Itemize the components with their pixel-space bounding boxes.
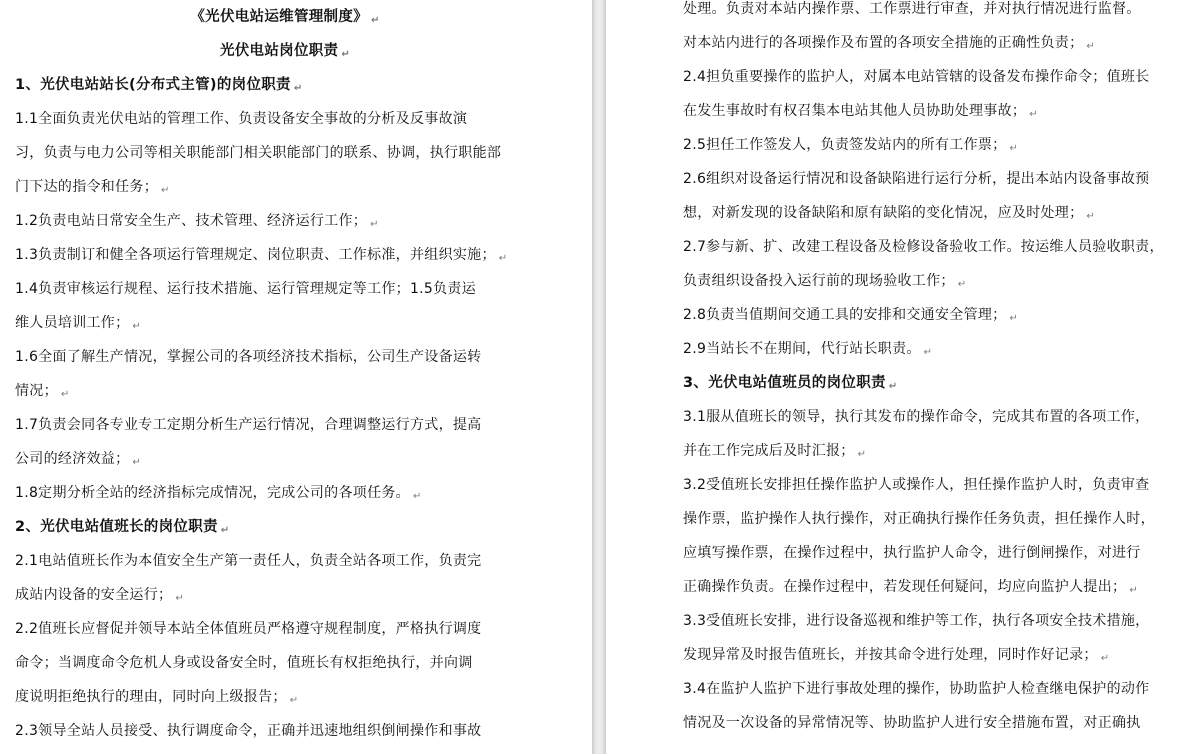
line-text: 习，负责与电力公司等相关职能部门相关职能部门的联系、协调，执行职能部 [15,145,502,161]
paragraph-mark-icon: ↵ [1009,313,1019,324]
line-text: 3、光伏电站值班员的岗位职责 [683,375,886,391]
section-heading [683,366,1183,400]
text-line [15,578,555,612]
text-line [15,408,555,442]
line-text: 2.2值班长应督促并领导本站全体值班员严格遵守规程制度，严格执行调度 [15,621,482,637]
text-line [15,374,555,408]
line-text: 2.5担任工作签发人，负责签发站内的所有工作票； [683,137,1007,153]
paragraph-mark-icon: ↵ [132,457,142,468]
text-line [15,612,555,646]
line-text: 2.1电站值班长作为本值安全生产第一责任人，负责全站各项工作，负责完 [15,553,482,569]
text-line [683,400,1183,434]
document-title-line [15,0,555,34]
text-line [15,680,555,714]
document-page-right [606,0,1194,754]
paragraph-mark-icon: ↵ [1029,109,1038,120]
paragraph-mark-icon: ↵ [957,279,967,290]
paragraph-mark-icon: ↵ [923,347,933,358]
paragraph-mark-icon: ↵ [1100,653,1110,664]
right-page-text [683,0,1183,740]
text-line [15,442,555,476]
line-text: 1.7负责会同各专业专工定期分析生产运行情况，合理调整运行方式，提高 [15,417,482,433]
line-text: 1、光伏电站站长(分布式主管)的岗位职责 [15,77,291,93]
paragraph-mark-icon: ↵ [1129,585,1138,596]
text-line [683,570,1183,604]
text-line [683,434,1183,468]
line-text: 3.3受值班长安排，进行设备巡视和维护等工作，执行各项安全技术措施， [683,613,1150,629]
line-text: 想，对新发现的设备缺陷和原有缺陷的变化情况，应及时处理； [683,205,1084,221]
line-text: 正确操作负责。在操作过程中，若发现任何疑问，均应向监护人提出； [683,579,1127,595]
text-line [683,230,1183,264]
paragraph-mark-icon: ↵ [1086,211,1096,222]
text-line [683,536,1183,570]
text-line [683,0,1183,26]
paragraph-mark-icon: ↵ [370,219,379,230]
line-text: 1.8定期分析全站的经济指标完成情况，完成公司的各项任务。 [15,485,410,501]
line-text: 并在工作完成后及时汇报； [683,443,855,459]
text-line [683,468,1183,502]
line-text: 发现异常及时报告值班长，并按其命令进行处理，同时作好记录； [683,647,1098,663]
line-text: 负责组织设备投入运行前的现场验收工作； [683,273,955,289]
line-text: 1.6全面了解生产情况，掌握公司的各项经济技术指标，公司生产设备运转 [15,349,482,365]
line-text: 情况及一次设备的异常情况等、协助监护人进行安全措施布置，对正确执 [683,715,1141,731]
text-line [15,476,555,510]
paragraph-mark-icon: ↵ [289,695,299,706]
section-heading [15,68,555,102]
paragraph-mark-icon: ↵ [220,525,230,536]
paragraph-mark-icon: ↵ [1009,143,1019,154]
line-text: 度说明拒绝执行的理由，同时向上级报告； [15,689,287,705]
document-page-left [0,0,592,754]
paragraph-mark-icon: ↵ [293,83,303,94]
line-text: 2.4担负重要操作的监护人，对属本电站管辖的设备发布操作命令；值班长 [683,69,1150,85]
text-line [683,94,1183,128]
text-line [15,170,555,204]
page-gutter [592,0,606,754]
text-line [683,604,1183,638]
line-text: 《光伏电站运维管理制度》 [190,9,368,25]
text-line [683,26,1183,60]
text-line [15,204,555,238]
line-text: 2.3领导全站人员接受、执行调度命令，正确并迅速地组织倒闸操作和事故 [15,723,482,739]
paragraph-mark-icon: ↵ [370,15,380,26]
line-text: 在发生事故时有权召集本电站其他人员协助处理事故； [683,103,1027,119]
text-line [15,102,555,136]
line-text: 2.7参与新、扩、改建工程设备及检修设备验收工作。按运维人员验收职责， [683,239,1164,255]
line-text: 2.9当站长不在期间，代行站长职责。 [683,341,921,357]
text-line [683,196,1183,230]
line-text: 1.4负责审核运行规程、运行技术措施、运行管理规定等工作；1.5负责运 [15,281,477,297]
text-line [683,60,1183,94]
paragraph-mark-icon: ↵ [132,321,142,332]
text-line [15,714,555,748]
text-line [15,340,555,374]
line-text: 2.6组织对设备运行情况和设备缺陷进行运行分析，提出本站内设备事故预 [683,171,1150,187]
line-text: 对本站内进行的各项操作及布置的各项安全措施的正确性负责； [683,35,1084,51]
text-line [15,272,555,306]
line-text: 3.2受值班长安排担任操作监护人或操作人，担任操作监护人时，负责审查 [683,477,1150,493]
text-line [683,264,1183,298]
line-text: 3.1服从值班长的领导，执行其发布的操作命令，完成其布置的各项工作， [683,409,1150,425]
line-text: 3.4在监护人监护下进行事故处理的操作，协助监护人检查继电保护的动作 [683,681,1150,697]
paragraph-mark-icon: ↵ [412,491,422,502]
line-text: 2、光伏电站值班长的岗位职责 [15,519,218,535]
text-line [683,332,1183,366]
line-text: 操作票，监护操作人执行操作，对正确执行操作任务负责，担任操作人时， [683,511,1155,527]
line-text: 2.8负责当值期间交通工具的安排和交通安全管理； [683,307,1007,323]
text-line [15,136,555,170]
paragraph-mark-icon: ↵ [161,185,170,196]
line-text: 公司的经济效益； [15,451,130,467]
text-line [683,298,1183,332]
line-text: 情况； [15,383,58,399]
paragraph-mark-icon: ↵ [498,253,508,264]
text-line [683,128,1183,162]
text-line [683,672,1183,706]
line-text: 1.3负责制订和健全各项运行管理规定、岗位职责、工作标准，并组织实施； [15,247,496,263]
section-heading [15,510,555,544]
text-line [683,162,1183,196]
line-text: 处理。负责对本站内操作票、工作票进行审查，并对执行情况进行监督。 [683,1,1141,17]
paragraph-mark-icon: ↵ [341,49,351,60]
line-text: 命令；当调度命令危机人身或设备安全时，值班长有权拒绝执行，并向调 [15,655,473,671]
paragraph-mark-icon: ↵ [1086,41,1096,52]
text-line [15,306,555,340]
paragraph-mark-icon: ↵ [60,389,70,400]
text-line [683,638,1183,672]
line-text: 成站内设备的安全运行； [15,587,173,603]
line-text: 门下达的指令和任务； [15,179,158,195]
text-line [15,544,555,578]
text-line [683,706,1183,740]
paragraph-mark-icon: ↵ [857,449,867,460]
line-text: 1.2负责电站日常安全生产、技术管理、经济运行工作； [15,213,368,229]
line-text: 维人员培训工作； [15,315,130,331]
text-line [683,502,1183,536]
left-page-text [15,0,555,748]
line-text: 光伏电站岗位职责 [219,43,339,59]
paragraph-mark-icon: ↵ [888,381,898,392]
text-line [15,238,555,272]
document-title-line [15,34,555,68]
line-text: 应填写操作票，在操作过程中，执行监护人命令，进行倒闸操作，对进行 [683,545,1141,561]
text-line [15,646,555,680]
line-text: 1.1全面负责光伏电站的管理工作、负责设备安全事故的分析及反事故演 [15,111,468,127]
paragraph-mark-icon: ↵ [175,593,184,604]
